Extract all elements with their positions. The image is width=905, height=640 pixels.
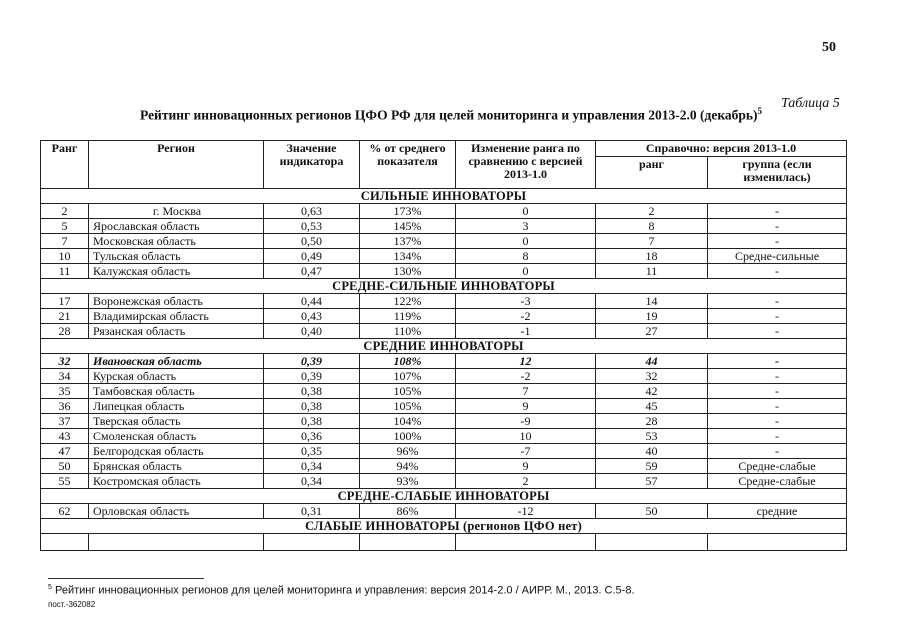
- cell-ref-rank: 7: [596, 234, 708, 249]
- cell-region: Ивановская область: [89, 354, 264, 369]
- cell-percent: 130%: [360, 264, 456, 279]
- header-percent: % от среднего показателя: [360, 141, 456, 189]
- cell-region: Московская область: [89, 234, 264, 249]
- table-title-text: Рейтинг инновационных регионов ЦФО РФ для целей мониторинга и управления 2013-2.0 (декабрь): [140, 107, 758, 123]
- cell-region: г. Москва: [89, 204, 264, 219]
- cell-ref-rank: 27: [596, 324, 708, 339]
- cell-region: Белгородская область: [89, 444, 264, 459]
- cell-ref-group: Средне-слабые: [708, 474, 847, 489]
- cell-change: 12: [456, 354, 596, 369]
- cell-percent: 173%: [360, 204, 456, 219]
- cell-value: 0,36: [264, 429, 360, 444]
- header-region: Регион: [89, 141, 264, 189]
- table-body: [41, 189, 847, 551]
- section-row: [41, 279, 847, 294]
- cell-region: Тверская область: [89, 414, 264, 429]
- cell-rank: 50: [41, 459, 89, 474]
- cell-percent: 86%: [360, 504, 456, 519]
- cell-rank: 10: [41, 249, 89, 264]
- table-row: [41, 234, 847, 249]
- table-row: [41, 504, 847, 519]
- cell-rank: 11: [41, 264, 89, 279]
- cell-region: Смоленская область: [89, 429, 264, 444]
- header-reference: Справочно: версия 2013-1.0: [596, 141, 847, 157]
- cell-rank: 43: [41, 429, 89, 444]
- cell-ref-group: -: [708, 399, 847, 414]
- cell-change: -3: [456, 294, 596, 309]
- cell-rank: 7: [41, 234, 89, 249]
- cell-percent: 96%: [360, 444, 456, 459]
- cell-change: 7: [456, 384, 596, 399]
- cell-ref-rank: 11: [596, 264, 708, 279]
- cell-percent: 93%: [360, 474, 456, 489]
- section-title: СИЛЬНЫЕ ИННОВАТОРЫ: [41, 189, 847, 204]
- cell-rank: 36: [41, 399, 89, 414]
- section-row: [41, 189, 847, 204]
- table-row: [41, 444, 847, 459]
- table-row: [41, 369, 847, 384]
- cell-ref-rank: 19: [596, 309, 708, 324]
- cell-ref-rank: 53: [596, 429, 708, 444]
- cell-change: -12: [456, 504, 596, 519]
- table-row: [41, 219, 847, 234]
- table-row: [41, 414, 847, 429]
- table-row: [41, 429, 847, 444]
- table-row: [41, 309, 847, 324]
- cell-region: Тульская область: [89, 249, 264, 264]
- cell-change: 8: [456, 249, 596, 264]
- empty-cell: [264, 534, 360, 551]
- cell-percent: 105%: [360, 399, 456, 414]
- header-change: Изменение ранга по сравнению с версией 2013-1.0: [456, 141, 596, 189]
- cell-change: -7: [456, 444, 596, 459]
- cell-percent: 104%: [360, 414, 456, 429]
- page-number: 50: [822, 40, 836, 55]
- footnote-divider: [48, 578, 204, 579]
- cell-change: 9: [456, 399, 596, 414]
- cell-region: Владимирская область: [89, 309, 264, 324]
- cell-ref-rank: 42: [596, 384, 708, 399]
- cell-percent: 110%: [360, 324, 456, 339]
- cell-value: 0,35: [264, 444, 360, 459]
- cell-value: 0,34: [264, 459, 360, 474]
- footnote: [48, 584, 635, 597]
- cell-ref-group: средние: [708, 504, 847, 519]
- cell-rank: 32: [41, 354, 89, 369]
- cell-percent: 105%: [360, 384, 456, 399]
- cell-region: Липецкая область: [89, 399, 264, 414]
- cell-ref-rank: 18: [596, 249, 708, 264]
- cell-value: 0,49: [264, 249, 360, 264]
- cell-ref-group: -: [708, 354, 847, 369]
- cell-value: 0,38: [264, 384, 360, 399]
- cell-ref-group: -: [708, 384, 847, 399]
- cell-ref-rank: 44: [596, 354, 708, 369]
- header-ref-group: группа (если изменилась): [708, 157, 847, 189]
- cell-change: -2: [456, 309, 596, 324]
- cell-percent: 107%: [360, 369, 456, 384]
- cell-change: 2: [456, 474, 596, 489]
- cell-value: 0,47: [264, 264, 360, 279]
- cell-region: Орловская область: [89, 504, 264, 519]
- cell-ref-group: -: [708, 309, 847, 324]
- cell-ref-rank: 14: [596, 294, 708, 309]
- cell-region: Ярославская область: [89, 219, 264, 234]
- header-ref-rank: ранг: [596, 157, 708, 189]
- cell-ref-group: -: [708, 369, 847, 384]
- cell-value: 0,53: [264, 219, 360, 234]
- cell-ref-group: -: [708, 204, 847, 219]
- table-row: [41, 204, 847, 219]
- section-title: СЛАБЫЕ ИННОВАТОРЫ (регионов ЦФО нет): [41, 519, 847, 534]
- cell-ref-group: Средне-слабые: [708, 459, 847, 474]
- cell-value: 0,39: [264, 354, 360, 369]
- cell-value: 0,31: [264, 504, 360, 519]
- cell-rank: 21: [41, 309, 89, 324]
- cell-percent: 137%: [360, 234, 456, 249]
- table-label: Таблица 5: [781, 96, 840, 111]
- table-row: [41, 354, 847, 369]
- cell-region: Калужская область: [89, 264, 264, 279]
- cell-change: 0: [456, 264, 596, 279]
- cell-ref-rank: 57: [596, 474, 708, 489]
- cell-change: 0: [456, 204, 596, 219]
- doc-code: пост.-362082: [48, 600, 96, 609]
- header-value: Значение индикатора: [264, 141, 360, 189]
- empty-cell: [89, 534, 264, 551]
- cell-ref-rank: 32: [596, 369, 708, 384]
- empty-cell: [360, 534, 456, 551]
- cell-region: Рязанская область: [89, 324, 264, 339]
- cell-change: 3: [456, 219, 596, 234]
- cell-ref-rank: 59: [596, 459, 708, 474]
- cell-region: Костромская область: [89, 474, 264, 489]
- cell-rank: 62: [41, 504, 89, 519]
- cell-ref-group: -: [708, 324, 847, 339]
- cell-ref-group: -: [708, 429, 847, 444]
- cell-ref-group: -: [708, 219, 847, 234]
- cell-ref-rank: 28: [596, 414, 708, 429]
- cell-ref-rank: 2: [596, 204, 708, 219]
- empty-cell: [708, 534, 847, 551]
- cell-ref-group: -: [708, 234, 847, 249]
- footnote-mark: 5: [48, 584, 52, 591]
- cell-value: 0,38: [264, 414, 360, 429]
- cell-percent: 108%: [360, 354, 456, 369]
- cell-ref-group: -: [708, 294, 847, 309]
- cell-region: Тамбовская область: [89, 384, 264, 399]
- table-title: [140, 106, 763, 124]
- table-row: [41, 324, 847, 339]
- cell-value: 0,39: [264, 369, 360, 384]
- cell-percent: 100%: [360, 429, 456, 444]
- table-row: [41, 294, 847, 309]
- cell-ref-rank: 45: [596, 399, 708, 414]
- table-row: [41, 474, 847, 489]
- cell-rank: 28: [41, 324, 89, 339]
- cell-percent: 119%: [360, 309, 456, 324]
- rating-table: [40, 140, 847, 551]
- cell-change: 0: [456, 234, 596, 249]
- table-row: [41, 459, 847, 474]
- cell-change: -9: [456, 414, 596, 429]
- empty-row: [41, 534, 847, 551]
- cell-change: 10: [456, 429, 596, 444]
- cell-value: 0,34: [264, 474, 360, 489]
- cell-rank: 34: [41, 369, 89, 384]
- cell-value: 0,38: [264, 399, 360, 414]
- section-row: [41, 339, 847, 354]
- cell-percent: 134%: [360, 249, 456, 264]
- section-title: СРЕДНЕ-СИЛЬНЫЕ ИННОВАТОРЫ: [41, 279, 847, 294]
- header-row: [41, 141, 847, 157]
- cell-rank: 17: [41, 294, 89, 309]
- cell-rank: 5: [41, 219, 89, 234]
- cell-rank: 35: [41, 384, 89, 399]
- cell-region: Воронежская область: [89, 294, 264, 309]
- cell-ref-group: -: [708, 414, 847, 429]
- cell-ref-rank: 40: [596, 444, 708, 459]
- cell-ref-rank: 8: [596, 219, 708, 234]
- table-row: [41, 264, 847, 279]
- cell-change: -2: [456, 369, 596, 384]
- cell-rank: 55: [41, 474, 89, 489]
- cell-region: Курская область: [89, 369, 264, 384]
- empty-cell: [456, 534, 596, 551]
- cell-value: 0,44: [264, 294, 360, 309]
- cell-value: 0,40: [264, 324, 360, 339]
- cell-change: 9: [456, 459, 596, 474]
- table-row: [41, 399, 847, 414]
- cell-value: 0,43: [264, 309, 360, 324]
- title-footnote-mark: 5: [757, 106, 763, 116]
- cell-rank: 37: [41, 414, 89, 429]
- section-row: [41, 489, 847, 504]
- cell-rank: 2: [41, 204, 89, 219]
- cell-rank: 47: [41, 444, 89, 459]
- cell-percent: 122%: [360, 294, 456, 309]
- cell-ref-rank: 50: [596, 504, 708, 519]
- header-rank: Ранг: [41, 141, 89, 189]
- table-row: [41, 249, 847, 264]
- footnote-text: Рейтинг инновационных регионов для целей мониторинга и управления: версия 2014-2.0 / АИРР. М., 2013. С.5-8.: [54, 584, 635, 597]
- cell-percent: 145%: [360, 219, 456, 234]
- cell-ref-group: -: [708, 444, 847, 459]
- cell-region: Брянская область: [89, 459, 264, 474]
- section-title: СРЕДНИЕ ИННОВАТОРЫ: [41, 339, 847, 354]
- cell-value: 0,63: [264, 204, 360, 219]
- table-row: [41, 384, 847, 399]
- cell-percent: 94%: [360, 459, 456, 474]
- empty-cell: [41, 534, 89, 551]
- section-title: СРЕДНЕ-СЛАБЫЕ ИННОВАТОРЫ: [41, 489, 847, 504]
- empty-cell: [596, 534, 708, 551]
- cell-value: 0,50: [264, 234, 360, 249]
- section-row: [41, 519, 847, 534]
- cell-ref-group: -: [708, 264, 847, 279]
- cell-change: -1: [456, 324, 596, 339]
- cell-ref-group: Средне-сильные: [708, 249, 847, 264]
